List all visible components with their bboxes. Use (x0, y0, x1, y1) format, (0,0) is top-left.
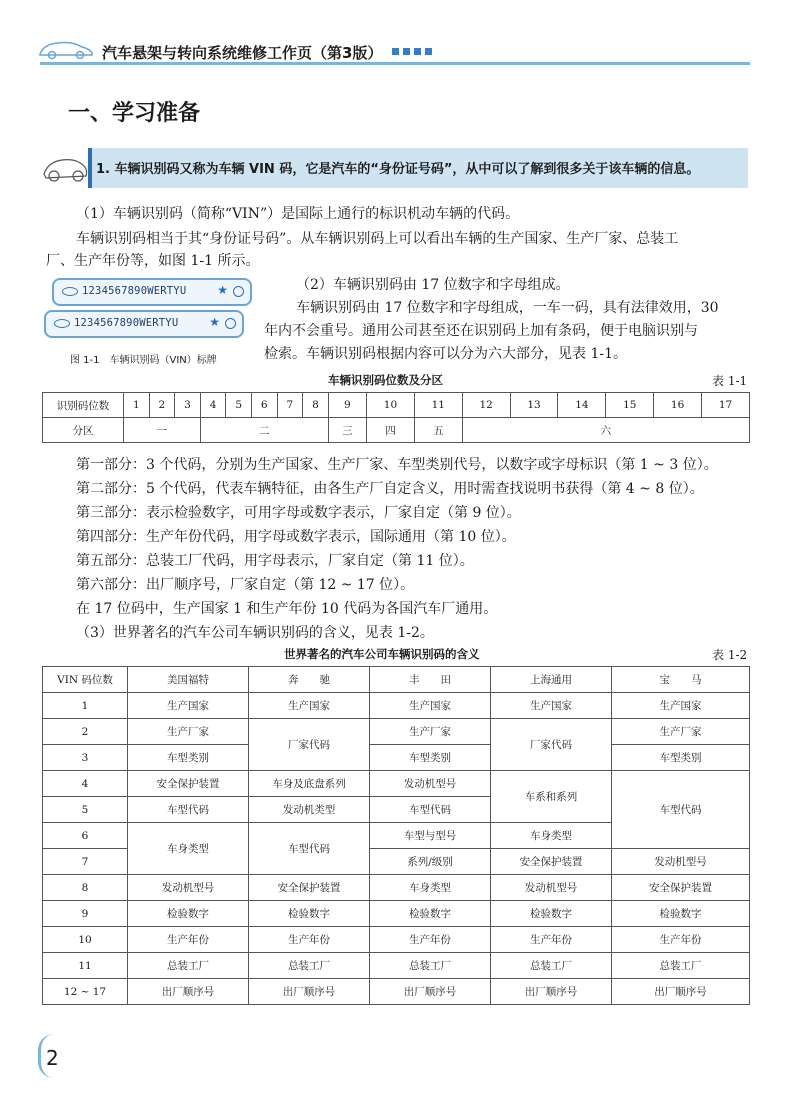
table-cell: 生产年份 (370, 927, 491, 953)
table-cell: 14 (558, 393, 606, 418)
vin-plate-1 (52, 278, 252, 306)
table-row (43, 927, 750, 953)
table-cell: 车身类型 (128, 823, 249, 875)
table-cell: 8 (303, 393, 329, 418)
table-row (43, 393, 750, 418)
part-5: 第五部分：总装工厂代码，用字母表示，厂家自定（第 11 位）。 (76, 553, 474, 569)
vin-plate-text: 1234567890WERTYU (74, 317, 179, 329)
table-cell: 出厂顺序号 (370, 979, 491, 1005)
table-cell: 车系和系列 (491, 771, 612, 823)
table-header-cell: 丰 田 (370, 667, 491, 693)
table-cell: 车身类型 (370, 875, 491, 901)
table-row (43, 979, 750, 1005)
table-cell: 12 ~ 17 (43, 979, 128, 1005)
part-2: 第二部分：5 个代码，代表车辆特征，由各生产厂自定含义，用时需查找说明书获得（第 4 ~ 8 位）。 (76, 481, 704, 497)
rivet-icon (233, 286, 244, 297)
star-icon: ★ (217, 283, 228, 297)
table-cell: 11 (43, 953, 128, 979)
table-cell: 生产国家 (128, 693, 249, 719)
table-cell: 安全保护装置 (249, 875, 370, 901)
figure-caption: 图 1-1 车辆识别码（VIN）标牌 (70, 355, 217, 366)
table-cell: 3 (175, 393, 201, 418)
table-cell: 车型类别 (612, 745, 750, 771)
table-cell: 生产国家 (491, 693, 612, 719)
star-icon: ★ (209, 315, 220, 329)
table-cell: 车型类别 (128, 745, 249, 771)
table-cell: 8 (43, 875, 128, 901)
table-cell: 13 (510, 393, 558, 418)
table-header-cell: 宝 马 (612, 667, 750, 693)
header-divider (40, 62, 750, 65)
table-cell: 6 (43, 823, 128, 849)
table-cell: 三 (328, 418, 366, 443)
table-cell: 生产年份 (612, 927, 750, 953)
table-cell: 一 (124, 418, 201, 443)
section-title: 一、学习准备 (68, 101, 201, 126)
paragraph-1: （1）车辆识别码（简称“VIN”）是国际上通行的标识机动车辆的代码。 (76, 206, 520, 222)
table-cell: 15 (606, 393, 654, 418)
table-cell: 五 (414, 418, 462, 443)
table-cell: 生产厂家 (370, 719, 491, 745)
rivet-icon (225, 318, 236, 329)
table-cell: 5 (226, 393, 252, 418)
table-header-cell: VIN 码位数 (43, 667, 128, 693)
table-cell: 生产国家 (612, 693, 750, 719)
table-cell: 车型代码 (128, 797, 249, 823)
car-logo-icon (38, 38, 94, 60)
table-header-cell: 识别码位数 (43, 393, 124, 418)
table-cell: 5 (43, 797, 128, 823)
table-row (43, 418, 750, 443)
table-cell: 出厂顺序号 (491, 979, 612, 1005)
paragraph-4c: 检索。车辆识别码根据内容可以分为六大部分，见表 1-1。 (264, 346, 627, 362)
table-cell: 发动机类型 (249, 797, 370, 823)
table-cell: 9 (43, 901, 128, 927)
table-cell: 1 (124, 393, 150, 418)
table1-number: 表 1-1 (712, 374, 748, 388)
vin-zone-table (42, 392, 750, 443)
header-decoration (392, 48, 432, 55)
table-cell: 生产国家 (249, 693, 370, 719)
table-row (43, 875, 750, 901)
table-cell: 10 (367, 393, 415, 418)
part-1: 第一部分：3 个代码，分别为生产国家、生产厂家、车型类别代号，以数字或字母标识（第 1 ~ 3 位）。 (76, 457, 718, 473)
table-header-cell: 分区 (43, 418, 124, 443)
callout-text: 1. 车辆识别码又称为车辆 VIN 码，它是汽车的“身份证号码”，从中可以了解到很多关于该车辆的信息。 (96, 162, 700, 177)
vin-plate-2 (44, 310, 244, 338)
table-row (43, 953, 750, 979)
table-cell: 车型代码 (249, 823, 370, 875)
table-cell: 发动机型号 (370, 771, 491, 797)
table-cell: 生产厂家 (612, 719, 750, 745)
paragraph-3: （2）车辆识别码由 17 位数字和字母组成。 (296, 277, 570, 293)
table-cell: 7 (43, 849, 128, 875)
part-4: 第四部分：生产年份代码，用字母或数字表示，国际通用（第 10 位）。 (76, 529, 516, 545)
table-cell: 车身及底盘系列 (249, 771, 370, 797)
table-row (43, 693, 750, 719)
table-cell: 二 (200, 418, 328, 443)
table-cell: 总装工厂 (370, 953, 491, 979)
table-cell: 生产厂家 (128, 719, 249, 745)
table-cell: 车型代码 (370, 797, 491, 823)
table-cell: 3 (43, 745, 128, 771)
table-cell: 4 (200, 393, 226, 418)
table-cell: 检验数字 (612, 901, 750, 927)
table-cell: 厂家代码 (249, 719, 370, 771)
table-cell: 16 (654, 393, 702, 418)
table-cell: 生产年份 (128, 927, 249, 953)
table-cell: 出厂顺序号 (249, 979, 370, 1005)
table-cell: 6 (251, 393, 277, 418)
page-number: 2 (46, 1046, 59, 1070)
car-outline-icon (40, 150, 90, 186)
table-cell: 总装工厂 (491, 953, 612, 979)
table1-title: 车辆识别码位数及分区 (328, 373, 443, 387)
table-cell: 9 (328, 393, 366, 418)
table-cell: 发动机型号 (491, 875, 612, 901)
table-cell: 检验数字 (128, 901, 249, 927)
table-cell: 车型代码 (612, 771, 750, 849)
table2-number: 表 1-2 (712, 648, 748, 662)
table-cell: 总装工厂 (249, 953, 370, 979)
table-cell: 10 (43, 927, 128, 953)
paragraph-5: （3）世界著名的汽车公司车辆识别码的含义，见表 1-2。 (76, 625, 434, 641)
part-6: 第六部分：出厂顺序号，厂家自定（第 12 ~ 17 位）。 (76, 577, 415, 593)
table-cell: 检验数字 (370, 901, 491, 927)
table-cell: 生产年份 (491, 927, 612, 953)
table-header-cell: 奔 驰 (249, 667, 370, 693)
brand-logo-icon (54, 319, 70, 328)
table-row (43, 771, 750, 797)
table2-title: 世界著名的汽车公司车辆识别码的含义 (284, 647, 480, 661)
header-title: 汽车悬架与转向系统维修工作页（第3版） (102, 44, 383, 62)
table-cell: 检验数字 (249, 901, 370, 927)
table-cell: 四 (367, 418, 415, 443)
paragraph-4a: 车辆识别码由 17 位数字和字母组成，一车一码，具有法律效用，30 (296, 300, 719, 316)
vin-meaning-table (42, 666, 750, 1005)
table-cell: 检验数字 (491, 901, 612, 927)
table-cell: 2 (149, 393, 175, 418)
paragraph-2b: 厂、生产年份等，如图 1-1 所示。 (46, 253, 260, 269)
table-cell: 厂家代码 (491, 719, 612, 771)
table-row (43, 745, 750, 771)
brand-logo-icon (62, 287, 78, 296)
table-cell: 生产年份 (249, 927, 370, 953)
table-cell: 出厂顺序号 (612, 979, 750, 1005)
table-cell: 生产国家 (370, 693, 491, 719)
table-cell: 1 (43, 693, 128, 719)
table-cell: 车型与型号 (370, 823, 491, 849)
table-cell: 安全保护装置 (491, 849, 612, 875)
table-row (43, 719, 750, 745)
table-cell: 系列/级别 (370, 849, 491, 875)
part-3: 第三部分：表示检验数字，可用字母或数字表示，厂家自定（第 9 位）。 (76, 505, 521, 521)
table-cell: 4 (43, 771, 128, 797)
paragraph-4b: 年内不会重号。通用公司甚至还在识别码上加有条码，便于电脑识别与 (264, 323, 698, 339)
table-cell: 安全保护装置 (128, 771, 249, 797)
table-cell: 7 (277, 393, 303, 418)
table-cell: 总装工厂 (612, 953, 750, 979)
table-cell: 车型类别 (370, 745, 491, 771)
table-cell: 车身类型 (491, 823, 612, 849)
table-cell: 安全保护装置 (612, 875, 750, 901)
paragraph-2a: 车辆识别码相当于其“身份证号码”。从车辆识别码上可以看出车辆的生产国家、生产厂家、总装工 (76, 231, 679, 247)
vin-plate-text: 1234567890WERTYU (82, 285, 187, 297)
table-cell: 11 (414, 393, 462, 418)
table-cell: 出厂顺序号 (128, 979, 249, 1005)
table-cell: 2 (43, 719, 128, 745)
table-header-row (43, 667, 750, 693)
table-cell: 发动机型号 (128, 875, 249, 901)
table-header-cell: 上海通用 (491, 667, 612, 693)
table-cell: 总装工厂 (128, 953, 249, 979)
table-cell: 17 (702, 393, 750, 418)
general-note: 在 17 位码中，生产国家 1 和生产年份 10 代码为各国汽车厂通用。 (76, 601, 498, 617)
table-cell: 六 (462, 418, 749, 443)
table-header-cell: 美国福特 (128, 667, 249, 693)
table-cell: 12 (462, 393, 510, 418)
table-cell: 发动机型号 (612, 849, 750, 875)
table-row (43, 901, 750, 927)
